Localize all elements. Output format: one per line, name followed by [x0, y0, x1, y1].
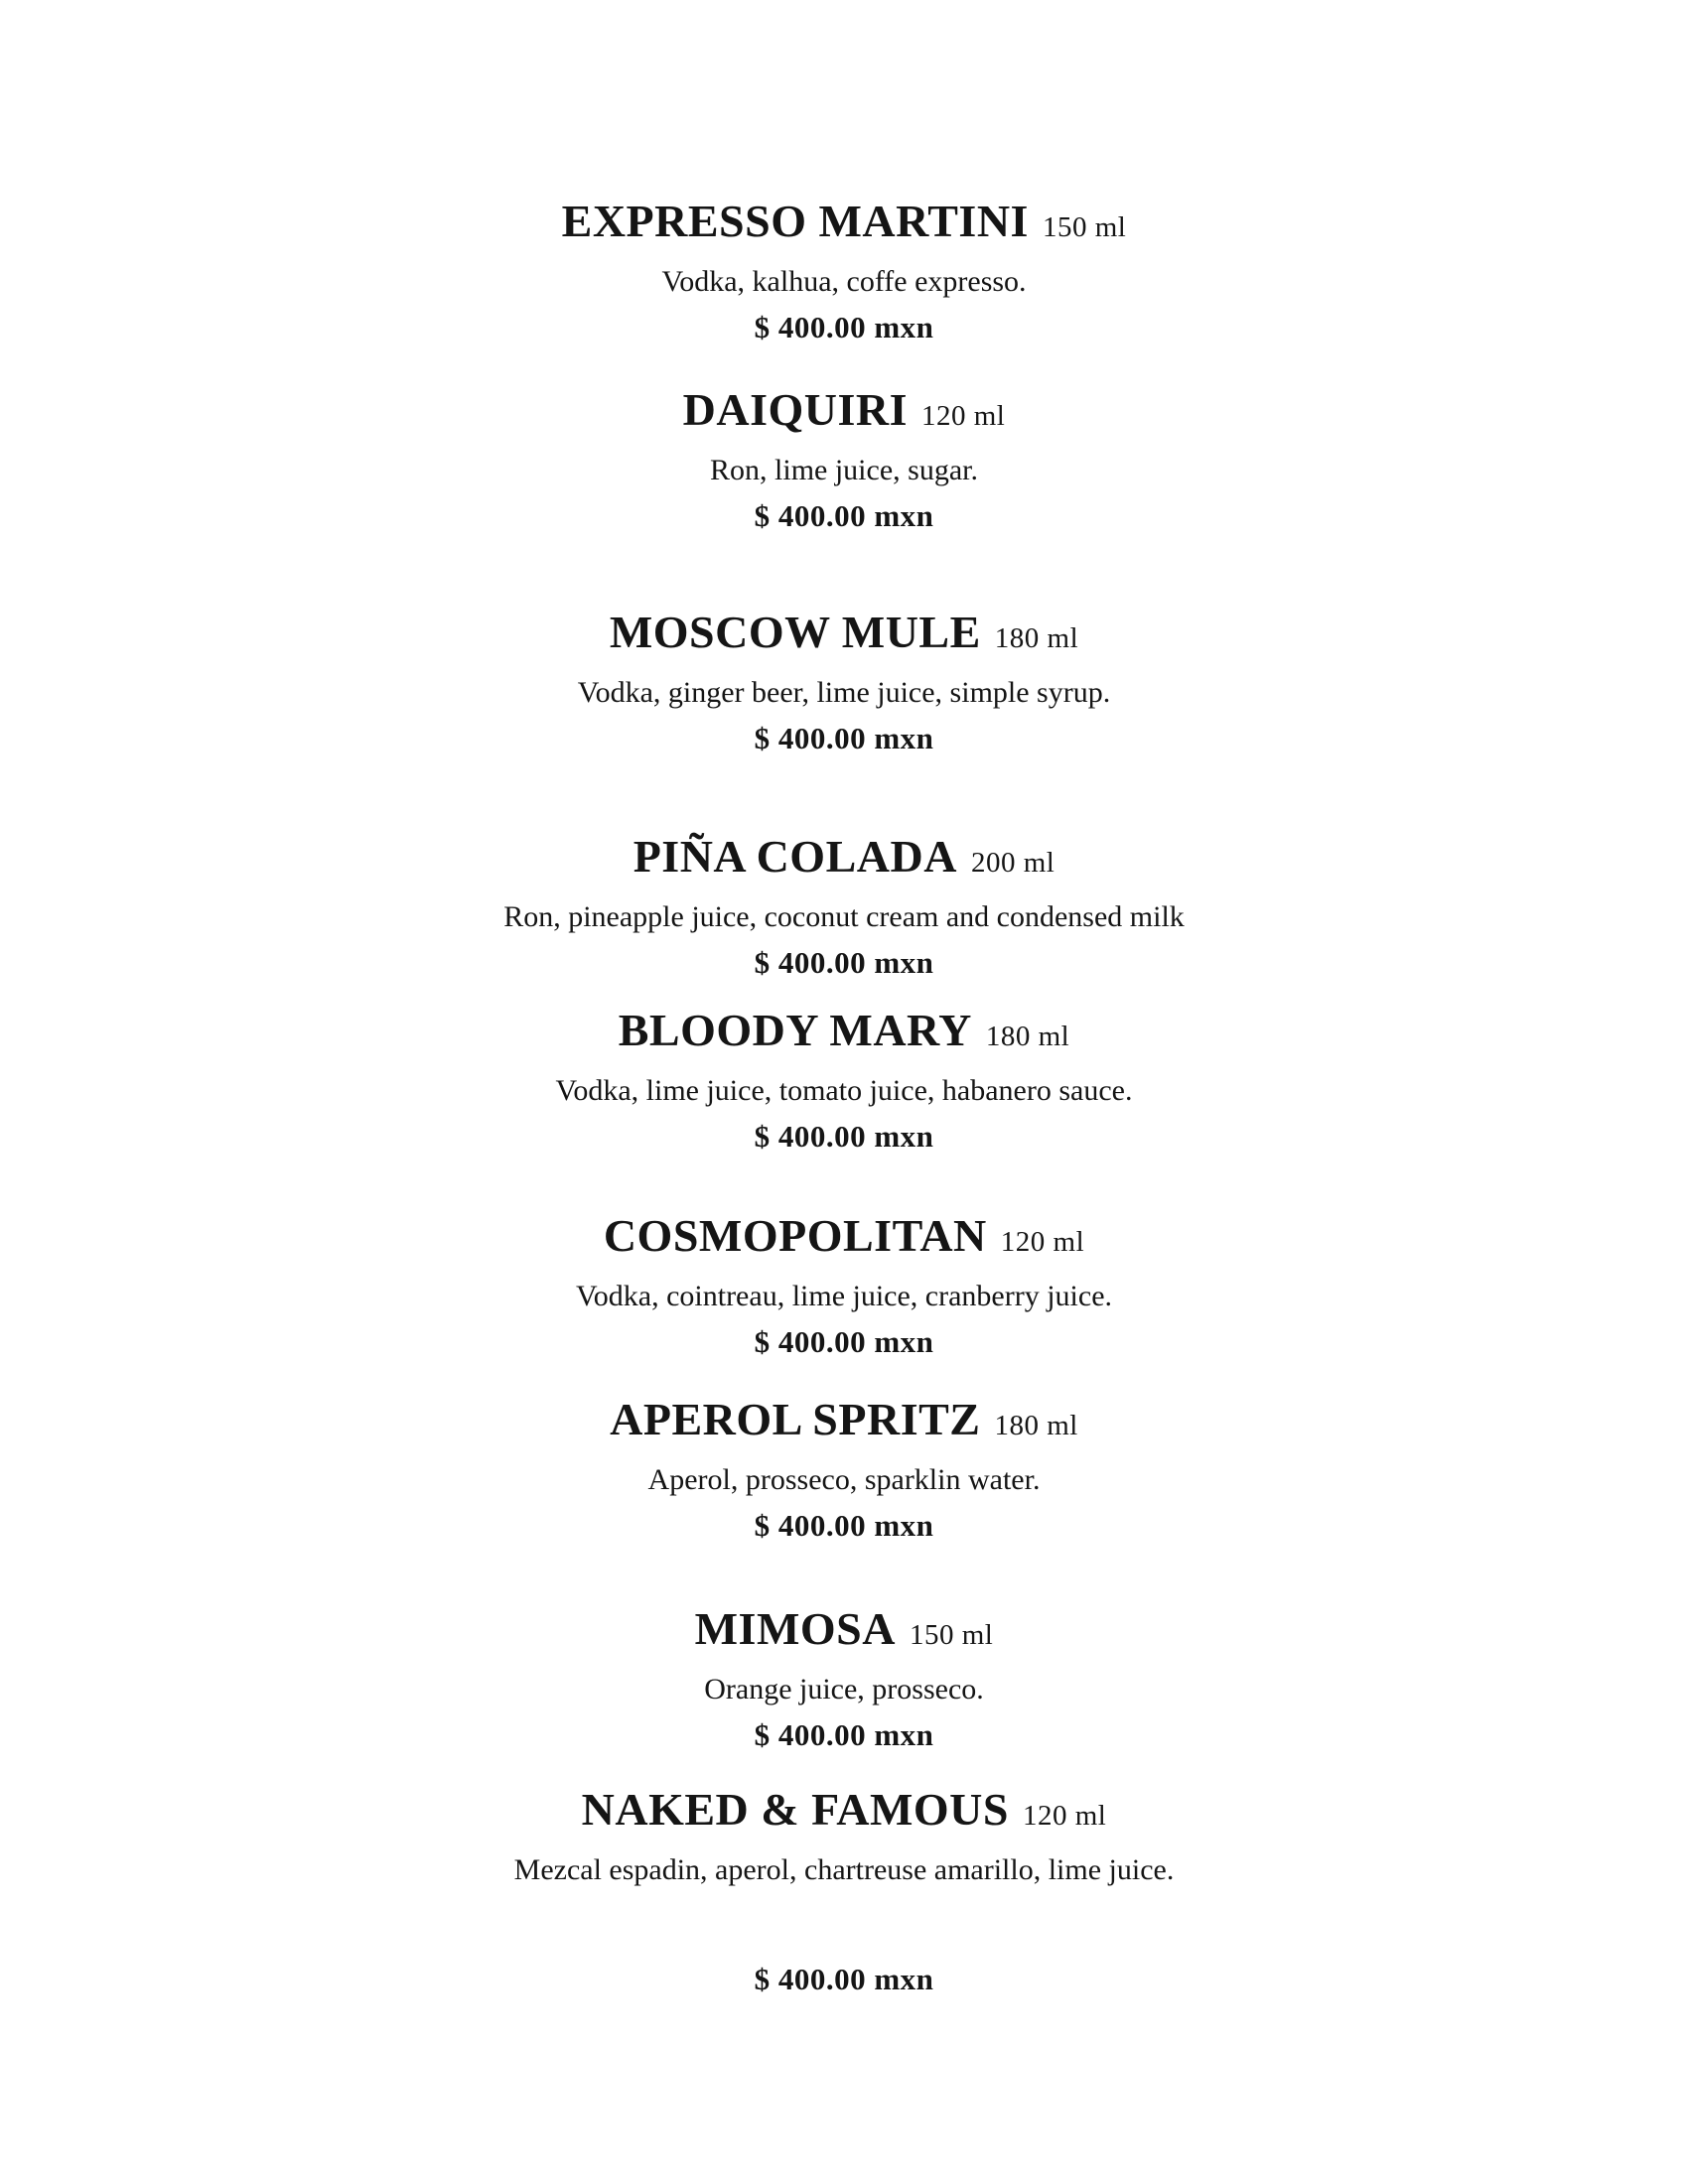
cocktail-menu-page — [298, 0, 1390, 2002]
cocktail-description: Mezcal espadin, aperol, chartreuse amarillo, lime juice. — [513, 1853, 1175, 1886]
cocktail-name: NAKED & FAMOUS — [581, 1784, 1009, 1835]
cocktail-size: 150 ml — [909, 1619, 994, 1651]
item-title-line — [298, 830, 1390, 894]
menu-item — [298, 1783, 1390, 2002]
item-title-line — [298, 1783, 1390, 1847]
menu-item — [298, 830, 1390, 986]
menu-item — [298, 1393, 1390, 1549]
cocktail-size: 180 ml — [985, 1021, 1070, 1052]
item-title-line — [298, 606, 1390, 670]
item-title-line — [298, 1209, 1390, 1274]
cocktail-size: 120 ml — [921, 400, 1006, 432]
menu-item — [298, 606, 1390, 761]
item-title-line — [298, 195, 1390, 259]
item-title-line — [298, 1004, 1390, 1068]
cocktail-price: $ 400.00 mxn — [754, 1324, 934, 1359]
cocktail-description: Aperol, prosseco, sparklin water. — [647, 1463, 1041, 1496]
menu-item — [298, 195, 1390, 350]
cocktail-price: $ 400.00 mxn — [754, 721, 934, 755]
cocktail-price: $ 400.00 mxn — [754, 1508, 934, 1543]
item-title-line — [298, 1393, 1390, 1457]
cocktail-name: APEROL SPRITZ — [610, 1394, 981, 1444]
cocktail-name: DAIQUIRI — [682, 384, 908, 435]
cocktail-description: Vodka, lime juice, tomato juice, habanero sauce. — [555, 1074, 1133, 1107]
cocktail-name: MOSCOW MULE — [609, 607, 981, 657]
cocktail-name: COSMOPOLITAN — [603, 1210, 987, 1261]
cocktail-size: 180 ml — [994, 622, 1079, 654]
cocktail-description: Orange juice, prosseco. — [704, 1673, 984, 1706]
cocktail-price: $ 400.00 mxn — [754, 1119, 934, 1154]
cocktail-size: 120 ml — [1022, 1800, 1107, 1832]
menu-item — [298, 1602, 1390, 1758]
cocktail-size: 150 ml — [1042, 211, 1127, 243]
item-title-line — [298, 1602, 1390, 1667]
cocktail-name: BLOODY MARY — [618, 1005, 972, 1055]
cocktail-name: EXPRESSO MARTINI — [561, 196, 1029, 246]
menu-item — [298, 383, 1390, 539]
cocktail-name: MIMOSA — [694, 1603, 896, 1654]
cocktail-description: Ron, lime juice, sugar. — [710, 454, 978, 486]
menu-item — [298, 1004, 1390, 1160]
cocktail-name: PIÑA COLADA — [633, 831, 957, 882]
cocktail-size: 180 ml — [994, 1410, 1078, 1441]
cocktail-size: 200 ml — [970, 847, 1055, 879]
cocktail-price: $ 400.00 mxn — [754, 1717, 934, 1752]
cocktail-description: Vodka, ginger beer, lime juice, simple syrup. — [577, 676, 1111, 709]
cocktail-price: $ 400.00 mxn — [754, 1962, 934, 1996]
menu-item — [298, 1209, 1390, 1365]
item-title-line — [298, 383, 1390, 448]
cocktail-description: Ron, pineapple juice, coconut cream and condensed milk — [503, 900, 1185, 933]
cocktail-price: $ 400.00 mxn — [754, 498, 934, 533]
cocktail-description: Vodka, kalhua, coffe expresso. — [661, 265, 1027, 298]
cocktail-price: $ 400.00 mxn — [754, 945, 934, 980]
cocktail-description: Vodka, cointreau, lime juice, cranberry juice. — [575, 1280, 1113, 1312]
cocktail-size: 120 ml — [1000, 1226, 1085, 1258]
cocktail-price: $ 400.00 mxn — [754, 310, 934, 344]
